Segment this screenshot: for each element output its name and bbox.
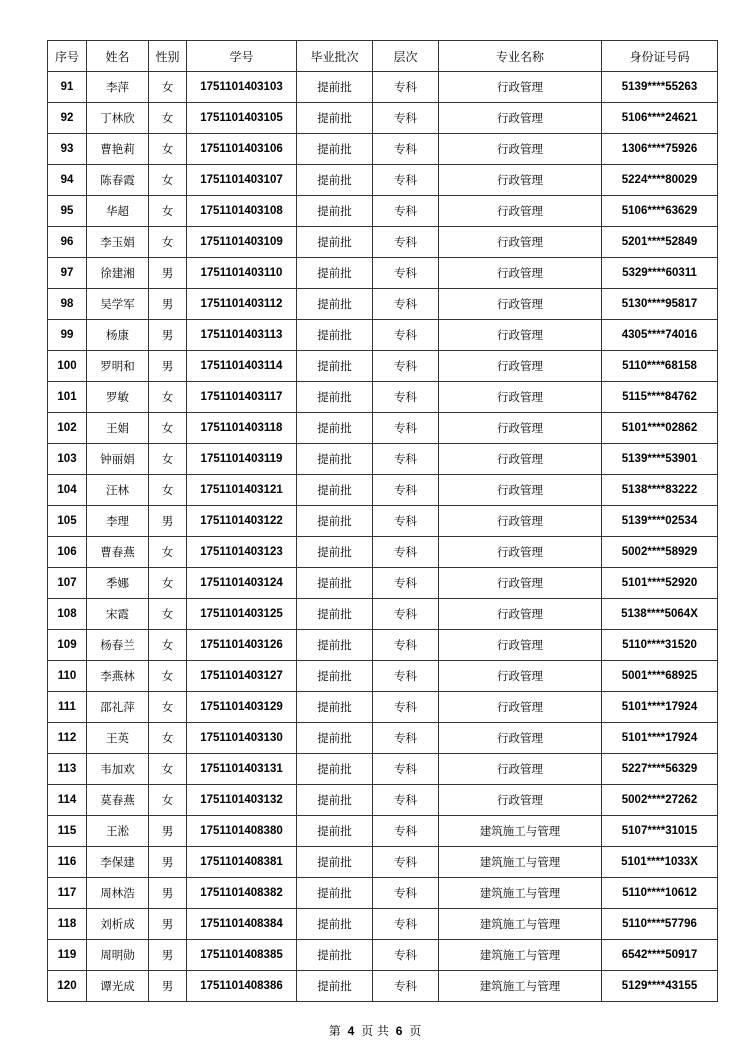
- header-student-id: 学号: [187, 41, 297, 72]
- cell-level: 专科: [373, 72, 439, 103]
- cell-index: 118: [48, 909, 87, 940]
- cell-graduation-batch: 提前批: [297, 475, 373, 506]
- cell-id-card: 5139****53901: [602, 444, 718, 475]
- cell-graduation-batch: 提前批: [297, 165, 373, 196]
- cell-level: 专科: [373, 754, 439, 785]
- cell-major: 行政管理: [439, 506, 602, 537]
- cell-student-id: 1751101403108: [187, 196, 297, 227]
- cell-student-id: 1751101403107: [187, 165, 297, 196]
- cell-id-card: 5110****10612: [602, 878, 718, 909]
- cell-graduation-batch: 提前批: [297, 661, 373, 692]
- cell-name: 罗敏: [87, 382, 149, 413]
- cell-level: 专科: [373, 320, 439, 351]
- cell-name: 汪林: [87, 475, 149, 506]
- cell-level: 专科: [373, 847, 439, 878]
- cell-student-id: 1751101403125: [187, 599, 297, 630]
- cell-name: 杨康: [87, 320, 149, 351]
- cell-graduation-batch: 提前批: [297, 723, 373, 754]
- table-row: [48, 382, 718, 413]
- table-row: [48, 630, 718, 661]
- footer-prefix: 第: [328, 1024, 341, 1038]
- cell-level: 专科: [373, 351, 439, 382]
- cell-gender: 男: [149, 909, 187, 940]
- cell-gender: 男: [149, 258, 187, 289]
- cell-level: 专科: [373, 506, 439, 537]
- cell-level: 专科: [373, 227, 439, 258]
- cell-student-id: 1751101403123: [187, 537, 297, 568]
- cell-id-card: 4305****74016: [602, 320, 718, 351]
- cell-gender: 男: [149, 940, 187, 971]
- cell-level: 专科: [373, 816, 439, 847]
- cell-major: 行政管理: [439, 568, 602, 599]
- cell-name: 罗明和: [87, 351, 149, 382]
- cell-gender: 女: [149, 134, 187, 165]
- cell-level: 专科: [373, 134, 439, 165]
- cell-id-card: 5139****55263: [602, 72, 718, 103]
- cell-gender: 女: [149, 568, 187, 599]
- cell-index: 107: [48, 568, 87, 599]
- cell-student-id: 1751101408380: [187, 816, 297, 847]
- cell-index: 91: [48, 72, 87, 103]
- cell-level: 专科: [373, 196, 439, 227]
- footer-total-pages: 6: [395, 1024, 403, 1038]
- cell-gender: 男: [149, 847, 187, 878]
- cell-index: 104: [48, 475, 87, 506]
- cell-graduation-batch: 提前批: [297, 816, 373, 847]
- cell-major: 行政管理: [439, 227, 602, 258]
- table-header-row: [48, 41, 718, 72]
- cell-name: 李理: [87, 506, 149, 537]
- cell-major: 建筑施工与管理: [439, 940, 602, 971]
- cell-name: 莫春燕: [87, 785, 149, 816]
- cell-index: 109: [48, 630, 87, 661]
- cell-graduation-batch: 提前批: [297, 72, 373, 103]
- cell-gender: 女: [149, 103, 187, 134]
- cell-index: 99: [48, 320, 87, 351]
- cell-major: 行政管理: [439, 475, 602, 506]
- cell-gender: 男: [149, 320, 187, 351]
- table-row: [48, 723, 718, 754]
- cell-major: 行政管理: [439, 413, 602, 444]
- cell-graduation-batch: 提前批: [297, 878, 373, 909]
- cell-index: 111: [48, 692, 87, 723]
- cell-gender: 男: [149, 351, 187, 382]
- cell-major: 建筑施工与管理: [439, 909, 602, 940]
- table-row: [48, 444, 718, 475]
- cell-name: 丁林欣: [87, 103, 149, 134]
- cell-id-card: 5138****5064X: [602, 599, 718, 630]
- cell-student-id: 1751101408386: [187, 971, 297, 1002]
- cell-major: 建筑施工与管理: [439, 816, 602, 847]
- table-row: [48, 227, 718, 258]
- cell-gender: 男: [149, 971, 187, 1002]
- cell-gender: 女: [149, 382, 187, 413]
- table-row: [48, 754, 718, 785]
- cell-student-id: 1751101403110: [187, 258, 297, 289]
- cell-graduation-batch: 提前批: [297, 103, 373, 134]
- cell-graduation-batch: 提前批: [297, 382, 373, 413]
- cell-graduation-batch: 提前批: [297, 692, 373, 723]
- cell-name: 李保建: [87, 847, 149, 878]
- cell-student-id: 1751101403132: [187, 785, 297, 816]
- cell-graduation-batch: 提前批: [297, 754, 373, 785]
- table-row: [48, 196, 718, 227]
- cell-id-card: 5130****95817: [602, 289, 718, 320]
- cell-graduation-batch: 提前批: [297, 940, 373, 971]
- cell-name: 周林浩: [87, 878, 149, 909]
- cell-graduation-batch: 提前批: [297, 196, 373, 227]
- table-row: [48, 134, 718, 165]
- header-name: 姓名: [87, 41, 149, 72]
- cell-major: 建筑施工与管理: [439, 878, 602, 909]
- student-roster-table: [47, 40, 718, 1002]
- cell-name: 王娟: [87, 413, 149, 444]
- cell-index: 114: [48, 785, 87, 816]
- cell-id-card: 5101****1033X: [602, 847, 718, 878]
- cell-name: 李燕林: [87, 661, 149, 692]
- cell-id-card: 5110****57796: [602, 909, 718, 940]
- cell-graduation-batch: 提前批: [297, 537, 373, 568]
- cell-student-id: 1751101403124: [187, 568, 297, 599]
- table-row: [48, 103, 718, 134]
- cell-gender: 女: [149, 692, 187, 723]
- cell-id-card: 5101****17924: [602, 692, 718, 723]
- page-footer: [0, 1022, 750, 1039]
- cell-index: 115: [48, 816, 87, 847]
- cell-student-id: 1751101403119: [187, 444, 297, 475]
- table-row: [48, 506, 718, 537]
- cell-index: 116: [48, 847, 87, 878]
- table-row: [48, 816, 718, 847]
- table-row: [48, 847, 718, 878]
- cell-student-id: 1751101403122: [187, 506, 297, 537]
- cell-index: 112: [48, 723, 87, 754]
- table-row: [48, 940, 718, 971]
- table-row: [48, 568, 718, 599]
- cell-gender: 女: [149, 537, 187, 568]
- table-row: [48, 475, 718, 506]
- cell-gender: 男: [149, 816, 187, 847]
- header-level: 层次: [373, 41, 439, 72]
- cell-gender: 女: [149, 413, 187, 444]
- footer-suffix: 页: [409, 1024, 422, 1038]
- cell-level: 专科: [373, 537, 439, 568]
- cell-graduation-batch: 提前批: [297, 971, 373, 1002]
- cell-graduation-batch: 提前批: [297, 227, 373, 258]
- cell-major: 行政管理: [439, 258, 602, 289]
- cell-gender: 女: [149, 723, 187, 754]
- table-row: [48, 320, 718, 351]
- cell-id-card: 5002****58929: [602, 537, 718, 568]
- cell-major: 行政管理: [439, 723, 602, 754]
- cell-major: 行政管理: [439, 754, 602, 785]
- cell-student-id: 1751101403129: [187, 692, 297, 723]
- cell-name: 徐建湘: [87, 258, 149, 289]
- cell-major: 行政管理: [439, 692, 602, 723]
- cell-major: 行政管理: [439, 351, 602, 382]
- cell-index: 100: [48, 351, 87, 382]
- table-row: [48, 599, 718, 630]
- cell-student-id: 1751101403103: [187, 72, 297, 103]
- cell-level: 专科: [373, 413, 439, 444]
- cell-index: 98: [48, 289, 87, 320]
- cell-student-id: 1751101408381: [187, 847, 297, 878]
- cell-index: 117: [48, 878, 87, 909]
- cell-gender: 女: [149, 754, 187, 785]
- cell-level: 专科: [373, 692, 439, 723]
- footer-middle: 页 共: [361, 1024, 389, 1038]
- cell-level: 专科: [373, 971, 439, 1002]
- cell-name: 曹春燕: [87, 537, 149, 568]
- cell-student-id: 1751101403126: [187, 630, 297, 661]
- cell-id-card: 1306****75926: [602, 134, 718, 165]
- cell-name: 邵礼萍: [87, 692, 149, 723]
- cell-student-id: 1751101408385: [187, 940, 297, 971]
- cell-gender: 女: [149, 785, 187, 816]
- cell-gender: 男: [149, 506, 187, 537]
- cell-level: 专科: [373, 785, 439, 816]
- table-row: [48, 289, 718, 320]
- cell-level: 专科: [373, 630, 439, 661]
- cell-level: 专科: [373, 165, 439, 196]
- cell-level: 专科: [373, 475, 439, 506]
- cell-name: 钟丽娟: [87, 444, 149, 475]
- cell-gender: 女: [149, 72, 187, 103]
- cell-student-id: 1751101403105: [187, 103, 297, 134]
- cell-major: 行政管理: [439, 196, 602, 227]
- cell-major: 行政管理: [439, 103, 602, 134]
- cell-index: 97: [48, 258, 87, 289]
- cell-level: 专科: [373, 599, 439, 630]
- table-row: [48, 258, 718, 289]
- cell-index: 103: [48, 444, 87, 475]
- cell-id-card: 5106****63629: [602, 196, 718, 227]
- cell-index: 105: [48, 506, 87, 537]
- cell-name: 刘析成: [87, 909, 149, 940]
- cell-level: 专科: [373, 723, 439, 754]
- cell-index: 110: [48, 661, 87, 692]
- cell-index: 94: [48, 165, 87, 196]
- table-row: [48, 661, 718, 692]
- cell-index: 95: [48, 196, 87, 227]
- cell-level: 专科: [373, 444, 439, 475]
- cell-student-id: 1751101403118: [187, 413, 297, 444]
- table-row: [48, 351, 718, 382]
- cell-name: 王英: [87, 723, 149, 754]
- cell-major: 建筑施工与管理: [439, 847, 602, 878]
- header-graduation-batch: 毕业批次: [297, 41, 373, 72]
- cell-name: 李萍: [87, 72, 149, 103]
- cell-id-card: 5101****52920: [602, 568, 718, 599]
- cell-gender: 女: [149, 630, 187, 661]
- cell-id-card: 5101****17924: [602, 723, 718, 754]
- cell-major: 行政管理: [439, 599, 602, 630]
- cell-level: 专科: [373, 258, 439, 289]
- cell-index: 101: [48, 382, 87, 413]
- cell-graduation-batch: 提前批: [297, 568, 373, 599]
- cell-name: 谭光成: [87, 971, 149, 1002]
- cell-gender: 女: [149, 599, 187, 630]
- cell-major: 行政管理: [439, 382, 602, 413]
- cell-student-id: 1751101403114: [187, 351, 297, 382]
- cell-major: 行政管理: [439, 134, 602, 165]
- cell-index: 96: [48, 227, 87, 258]
- cell-major: 行政管理: [439, 537, 602, 568]
- cell-gender: 女: [149, 475, 187, 506]
- cell-index: 119: [48, 940, 87, 971]
- cell-level: 专科: [373, 878, 439, 909]
- cell-id-card: 5002****27262: [602, 785, 718, 816]
- cell-student-id: 1751101403117: [187, 382, 297, 413]
- footer-current-page: 4: [347, 1024, 355, 1038]
- cell-index: 106: [48, 537, 87, 568]
- cell-graduation-batch: 提前批: [297, 258, 373, 289]
- cell-gender: 女: [149, 444, 187, 475]
- cell-student-id: 1751101408384: [187, 909, 297, 940]
- cell-id-card: 5329****60311: [602, 258, 718, 289]
- cell-level: 专科: [373, 661, 439, 692]
- cell-id-card: 6542****50917: [602, 940, 718, 971]
- cell-graduation-batch: 提前批: [297, 785, 373, 816]
- cell-gender: 女: [149, 196, 187, 227]
- cell-id-card: 5138****83222: [602, 475, 718, 506]
- cell-level: 专科: [373, 382, 439, 413]
- cell-student-id: 1751101403109: [187, 227, 297, 258]
- cell-name: 陈春霞: [87, 165, 149, 196]
- cell-name: 季娜: [87, 568, 149, 599]
- cell-student-id: 1751101403121: [187, 475, 297, 506]
- cell-student-id: 1751101408382: [187, 878, 297, 909]
- cell-major: 行政管理: [439, 320, 602, 351]
- table-row: [48, 413, 718, 444]
- cell-id-card: 5201****52849: [602, 227, 718, 258]
- header-id-card: 身份证号码: [602, 41, 718, 72]
- cell-graduation-batch: 提前批: [297, 909, 373, 940]
- cell-major: 建筑施工与管理: [439, 971, 602, 1002]
- cell-graduation-batch: 提前批: [297, 134, 373, 165]
- cell-gender: 女: [149, 227, 187, 258]
- cell-graduation-batch: 提前批: [297, 630, 373, 661]
- table-row: [48, 909, 718, 940]
- cell-student-id: 1751101403131: [187, 754, 297, 785]
- table-row: [48, 72, 718, 103]
- cell-graduation-batch: 提前批: [297, 351, 373, 382]
- cell-id-card: 5129****43155: [602, 971, 718, 1002]
- cell-name: 周明勋: [87, 940, 149, 971]
- cell-id-card: 5001****68925: [602, 661, 718, 692]
- table-row: [48, 692, 718, 723]
- cell-major: 行政管理: [439, 661, 602, 692]
- cell-gender: 女: [149, 165, 187, 196]
- header-major: 专业名称: [439, 41, 602, 72]
- cell-id-card: 5106****24621: [602, 103, 718, 134]
- cell-id-card: 5227****56329: [602, 754, 718, 785]
- cell-level: 专科: [373, 940, 439, 971]
- cell-index: 92: [48, 103, 87, 134]
- cell-index: 93: [48, 134, 87, 165]
- cell-name: 王淞: [87, 816, 149, 847]
- table-row: [48, 785, 718, 816]
- table-row: [48, 971, 718, 1002]
- cell-name: 宋霞: [87, 599, 149, 630]
- cell-graduation-batch: 提前批: [297, 506, 373, 537]
- cell-name: 李玉娟: [87, 227, 149, 258]
- table-row: [48, 878, 718, 909]
- cell-major: 行政管理: [439, 72, 602, 103]
- cell-student-id: 1751101403106: [187, 134, 297, 165]
- cell-graduation-batch: 提前批: [297, 444, 373, 475]
- cell-index: 102: [48, 413, 87, 444]
- cell-index: 108: [48, 599, 87, 630]
- cell-id-card: 5224****80029: [602, 165, 718, 196]
- cell-name: 吴学军: [87, 289, 149, 320]
- cell-graduation-batch: 提前批: [297, 289, 373, 320]
- cell-level: 专科: [373, 103, 439, 134]
- cell-graduation-batch: 提前批: [297, 847, 373, 878]
- cell-gender: 男: [149, 289, 187, 320]
- cell-name: 曹艳莉: [87, 134, 149, 165]
- cell-major: 行政管理: [439, 630, 602, 661]
- cell-major: 行政管理: [439, 289, 602, 320]
- cell-major: 行政管理: [439, 785, 602, 816]
- cell-id-card: 5101****02862: [602, 413, 718, 444]
- header-gender: 性别: [149, 41, 187, 72]
- cell-name: 韦加欢: [87, 754, 149, 785]
- cell-student-id: 1751101403113: [187, 320, 297, 351]
- cell-student-id: 1751101403112: [187, 289, 297, 320]
- cell-student-id: 1751101403130: [187, 723, 297, 754]
- cell-graduation-batch: 提前批: [297, 599, 373, 630]
- cell-gender: 女: [149, 661, 187, 692]
- table-body: [48, 72, 718, 1002]
- table-row: [48, 537, 718, 568]
- cell-gender: 男: [149, 878, 187, 909]
- cell-id-card: 5115****84762: [602, 382, 718, 413]
- cell-id-card: 5110****68158: [602, 351, 718, 382]
- table-row: [48, 165, 718, 196]
- cell-id-card: 5107****31015: [602, 816, 718, 847]
- cell-id-card: 5139****02534: [602, 506, 718, 537]
- cell-major: 行政管理: [439, 165, 602, 196]
- cell-id-card: 5110****31520: [602, 630, 718, 661]
- cell-index: 120: [48, 971, 87, 1002]
- cell-student-id: 1751101403127: [187, 661, 297, 692]
- cell-index: 113: [48, 754, 87, 785]
- header-index: 序号: [48, 41, 87, 72]
- cell-major: 行政管理: [439, 444, 602, 475]
- cell-graduation-batch: 提前批: [297, 320, 373, 351]
- cell-level: 专科: [373, 568, 439, 599]
- cell-level: 专科: [373, 289, 439, 320]
- cell-name: 华超: [87, 196, 149, 227]
- cell-level: 专科: [373, 909, 439, 940]
- cell-graduation-batch: 提前批: [297, 413, 373, 444]
- cell-name: 杨春兰: [87, 630, 149, 661]
